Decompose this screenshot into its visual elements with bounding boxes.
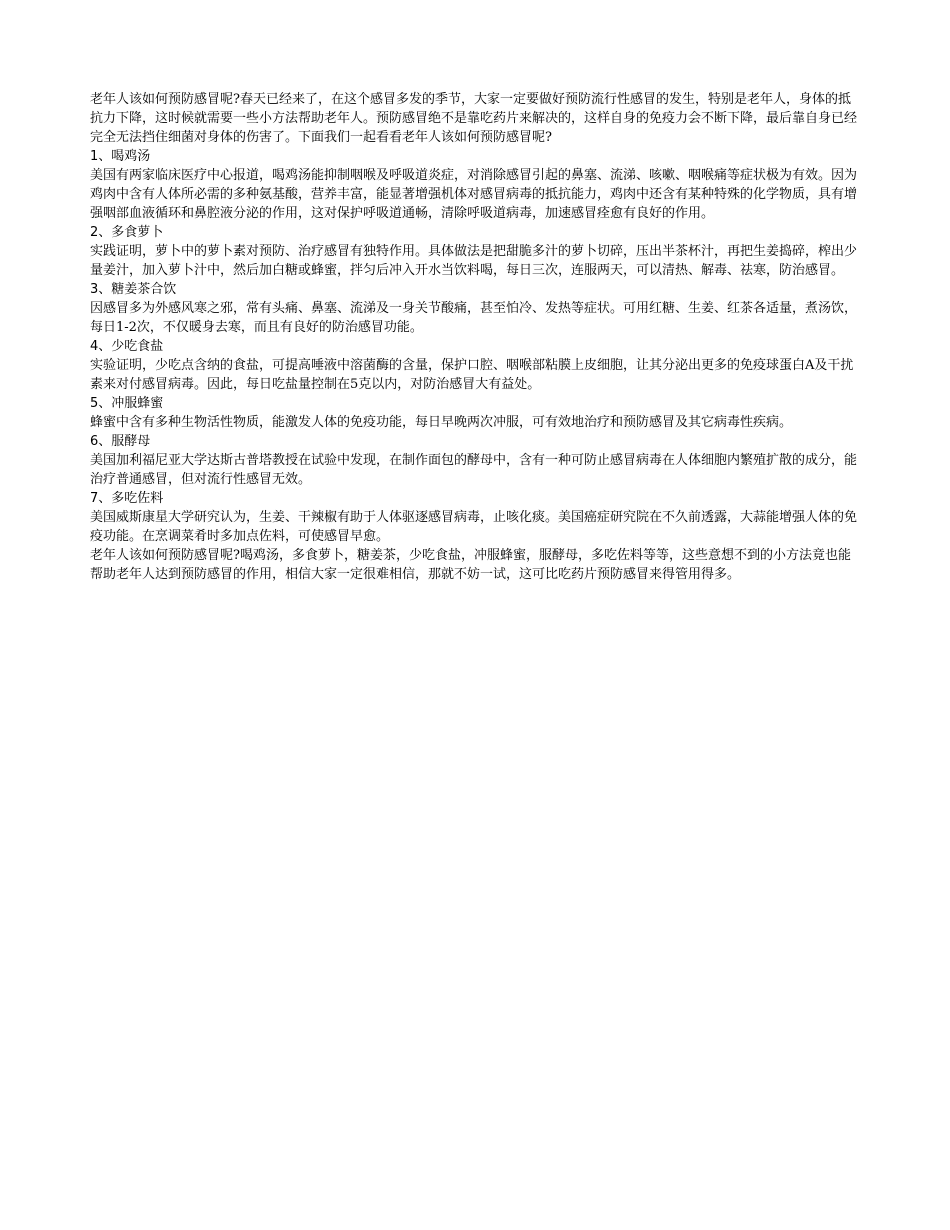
section-body-condiments: 美国威斯康星大学研究认为，生姜、干辣椒有助于人体驱逐感冒病毒，止咳化痰。美国癌症研究院在不久前透露，大蒜能增强人体的免疫功能。在烹调菜肴时多加点佐料，可使感冒早愈。 [90,510,858,544]
intro-paragraph: 老年人该如何预防感冒呢?春天已经来了，在这个感冒多发的季节，大家一定要做好预防流行性感冒的发生，特别是老年人，身体的抵抗力下降，这时候就需要一些小方法帮助老年人。预防感冒绝不是靠吃药片来解决的，这样自身的免疫力会不断下降，最后靠自身已经完全无法挡住细菌对身体的伤害了。下面我们一起看看老年人该如何预防感冒呢? [90,92,858,145]
section-body-radish: 实践证明，萝卜中的萝卜素对预防、治疗感冒有独特作用。具体做法是把甜脆多汁的萝卜切碎，压出半茶杯汁，再把生姜捣碎，榨出少量姜汁，加入萝卜汁中，然后加白糖或蜂蜜，拌匀后冲入开水当饮料喝，每日三次，连服两天，可以清热、解毒、祛寒，防治感冒。 [90,244,858,278]
section-heading-chicken-soup: 1、喝鸡汤 [90,149,151,164]
section-heading-condiments: 7、多吃佐料 [90,491,164,506]
section-body-honey: 蜂蜜中含有多种生物活性物质，能激发人体的免疫功能，每日早晚两次冲服，可有效地治疗和预防感冒及其它病毒性疾病。 [90,415,793,430]
section-heading-ginger-tea: 3、糖姜茶合饮 [90,282,177,297]
section-heading-less-salt: 4、少吃食盐 [90,339,164,354]
conclusion-paragraph: 老年人该如何预防感冒呢?喝鸡汤，多食萝卜，糖姜茶，少吃食盐，冲服蜂蜜，服酵母，多吃佐料等等，这些意想不到的小方法竟也能帮助老年人达到预防感冒的作用，相信大家一定很难相信，那就不妨一试，这可比吃药片预防感冒来得管用得多。 [90,548,851,582]
section-heading-yeast: 6、服酵母 [90,434,151,449]
document-page [90,90,860,584]
section-body-chicken-soup: 美国有两家临床医疗中心报道，喝鸡汤能抑制咽喉及呼吸道炎症，对消除感冒引起的鼻塞、流涕、咳嗽、咽喉痛等症状极为有效。因为鸡肉中含有人体所必需的多种氨基酸，营养丰富，能显著增强机体对感冒病毒的抵抗能力，鸡肉中还含有某种特殊的化学物质，具有增强咽部血液循环和鼻腔液分泌的作用，这对保护呼吸道通畅，清除呼吸道病毒，加速感冒痊愈有良好的作用。 [90,168,858,221]
section-body-less-salt: 实验证明，少吃点含纳的食盐，可提高唾液中溶菌酶的含量，保护口腔、咽喉部粘膜上皮细胞，让其分泌出更多的免疫球蛋白A及干扰素来对付感冒病毒。因此，每日吃盐量控制在5克以内，对防治感冒大有益处。 [90,358,854,392]
section-heading-radish: 2、多食萝卜 [90,225,164,240]
section-heading-honey: 5、冲服蜂蜜 [90,396,164,411]
section-body-yeast: 美国加利福尼亚大学达斯古普塔教授在试验中发现，在制作面包的酵母中，含有一种可防止感冒病毒在人体细胞内繁殖扩散的成分，能治疗普通感冒，但对流行性感冒无效。 [90,453,858,487]
section-body-ginger-tea: 因感冒多为外感风寒之邪，常有头痛、鼻塞、流涕及一身关节酸痛，甚至怕冷、发热等症状。可用红糖、生姜、红茶各适量，煮汤饮，每日1-2次，不仅暖身去寒，而且有良好的防治感冒功能。 [90,301,858,335]
